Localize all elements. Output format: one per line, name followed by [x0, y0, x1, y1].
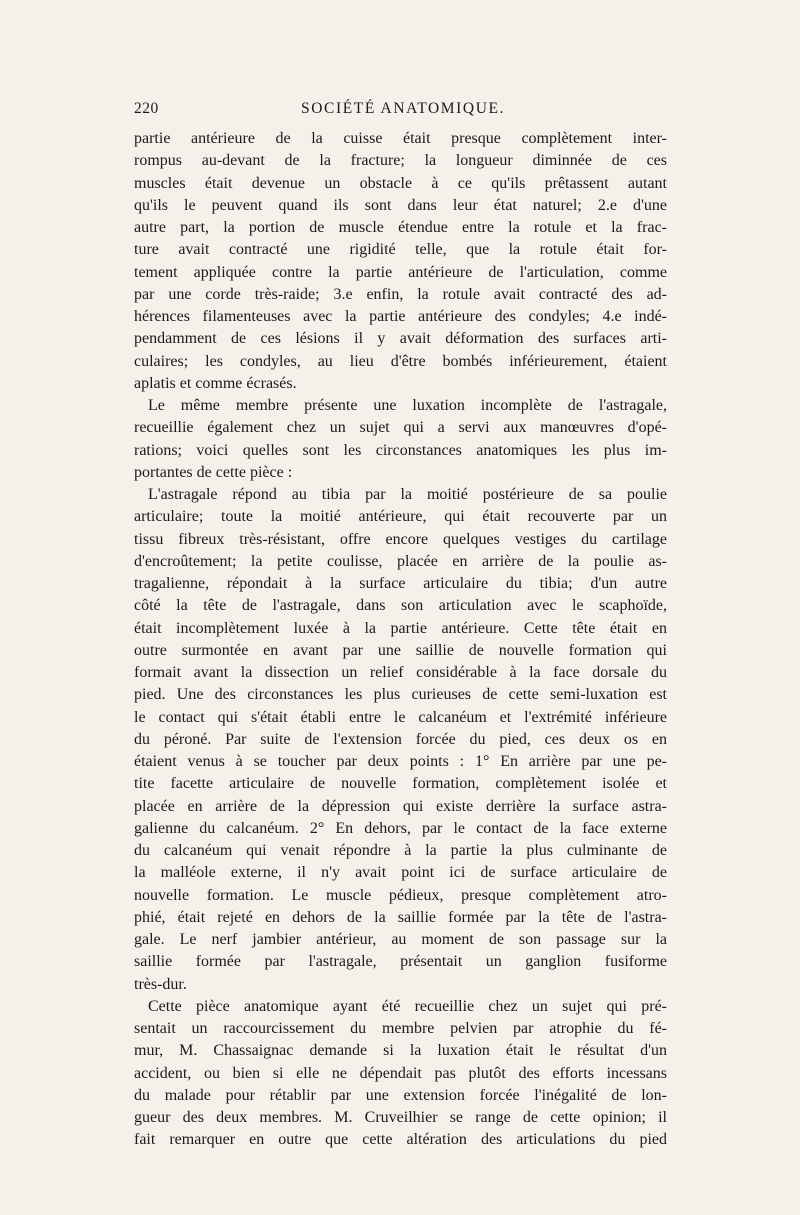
- text-line: hérences filamenteuses avec la partie antérieure des condyles; 4.e indé-: [134, 308, 667, 325]
- text-line: rompus au-devant de la fracture; la longueur diminnée de ces: [134, 152, 667, 170]
- body-text: [134, 128, 667, 1152]
- text-line: gueur des deux membres. M. Cruveilhier se range de cette opinion; il: [134, 1109, 667, 1126]
- text-line: fait remarquer en outre que cette altération des articulations du pied: [134, 1131, 667, 1149]
- text-line: rations; voici quelles sont les circonstances anatomiques les plus im-: [134, 441, 667, 459]
- text-line: autre part, la portion de muscle étendue entre la rotule et la frac-: [134, 219, 667, 236]
- text-line: étaient venus à se toucher par deux points : 1° En arrière par une pe-: [134, 753, 667, 770]
- text-line: tement appliquée contre la partie antérieure de l'articulation, comme: [134, 263, 667, 281]
- text-line: aplatis et comme écrasés.: [134, 374, 297, 392]
- text-line: outre surmontée en avant par une saillie de nouvelle formation qui: [134, 641, 667, 659]
- text-line: était incomplètement luxée à la partie antérieure. Cette tête était en: [134, 619, 667, 637]
- text-line: placée en arrière de la dépression qui existe derrière la surface astra-: [134, 797, 667, 815]
- text-line: la malléole externe, il n'y avait point ici de surface articulaire de: [134, 864, 667, 882]
- text-line: le contact qui s'était établi entre le calcanéum et l'extrémité inférieure: [134, 708, 667, 726]
- text-line: partie antérieure de la cuisse était presque complètement inter-: [134, 130, 667, 147]
- text-line: accident, ou bien si elle ne dépendait pas plutôt des efforts incessans: [134, 1064, 667, 1082]
- text-line: du péroné. Par suite de l'extension forcée du pied, ces deux os en: [134, 730, 667, 748]
- text-line: muscles était devenue un obstacle à ce qu'ils prêtassent autant: [134, 174, 667, 192]
- text-line: L'astragale répond au tibia par la moitié postérieure de sa poulie: [148, 486, 667, 503]
- text-line: nouvelle formation. Le muscle pédieux, presque complètement atro-: [134, 886, 667, 904]
- text-line: tragalienne, répondait à la surface articulaire du tibia; d'un autre: [134, 575, 667, 592]
- text-line: qu'ils le peuvent quand ils sont dans leur état naturel; 2.e d'une: [134, 196, 667, 214]
- text-line: galienne du calcanéum. 2° En dehors, par le contact de la face externe: [134, 819, 667, 837]
- text-line: ture avait contracté une rigidité telle, que la rotule était for-: [134, 241, 667, 259]
- text-line: côté la tête de l'astragale, dans son articulation avec le scaphoïde,: [134, 597, 667, 615]
- text-line: pied. Une des circonstances les plus curieuses de cette semi-luxation est: [134, 686, 667, 704]
- text-line: tite facette articulaire de nouvelle formation, complètement isolée et: [134, 775, 667, 793]
- text-line: saillie formée par l'astragale, présentait un ganglion fusiforme: [134, 953, 667, 971]
- text-line: formait avant la dissection un relief considérable à la face dorsale du: [134, 664, 667, 681]
- text-line: sentait un raccourcissement du membre pelvien par atrophie du fé-: [134, 1020, 667, 1037]
- running-title: SOCIÉTÉ ANATOMIQUE.: [301, 100, 506, 117]
- text-line: Le même membre présente une luxation incomplète de l'astragale,: [148, 397, 667, 414]
- text-line: phié, était rejeté en dehors de la saillie formée par la tête de l'astra-: [134, 908, 667, 926]
- text-line: d'encroûtement; la petite coulisse, placée en arrière de la poulie as-: [134, 552, 667, 570]
- text-line: du calcanéum qui venait répondre à la partie la plus culminante de: [134, 842, 667, 859]
- text-line: recueillie également chez un sujet qui a servi aux manœuvres d'opé-: [134, 419, 667, 437]
- text-line: articulaire; toute la moitié antérieure, qui était recouverte par un: [134, 508, 667, 526]
- text-line: pendamment de ces lésions il y avait déformation des surfaces arti-: [134, 330, 667, 348]
- page-number: 220: [134, 100, 159, 117]
- text-line: mur, M. Chassaignac demande si la luxation était le résultat d'un: [134, 1042, 667, 1060]
- text-line: Cette pièce anatomique ayant été recueillie chez un sujet qui pré-: [148, 997, 667, 1015]
- text-line: gale. Le nerf jambier antérieur, au moment de son passage sur la: [134, 931, 667, 948]
- text-line: portantes de cette pièce :: [134, 463, 293, 481]
- text-line: du malade pour rétablir par une extension forcée l'inégalité de lon-: [134, 1086, 667, 1104]
- text-line: tissu fibreux très-résistant, offre encore quelques vestiges du cartilage: [134, 530, 667, 548]
- text-line: culaires; les condyles, au lieu d'être bombés inférieurement, étaient: [134, 352, 667, 370]
- text-line: très-dur.: [134, 975, 187, 993]
- text-line: par une corde très-raide; 3.e enfin, la rotule avait contracté des ad-: [134, 285, 667, 303]
- running-head: [134, 100, 674, 124]
